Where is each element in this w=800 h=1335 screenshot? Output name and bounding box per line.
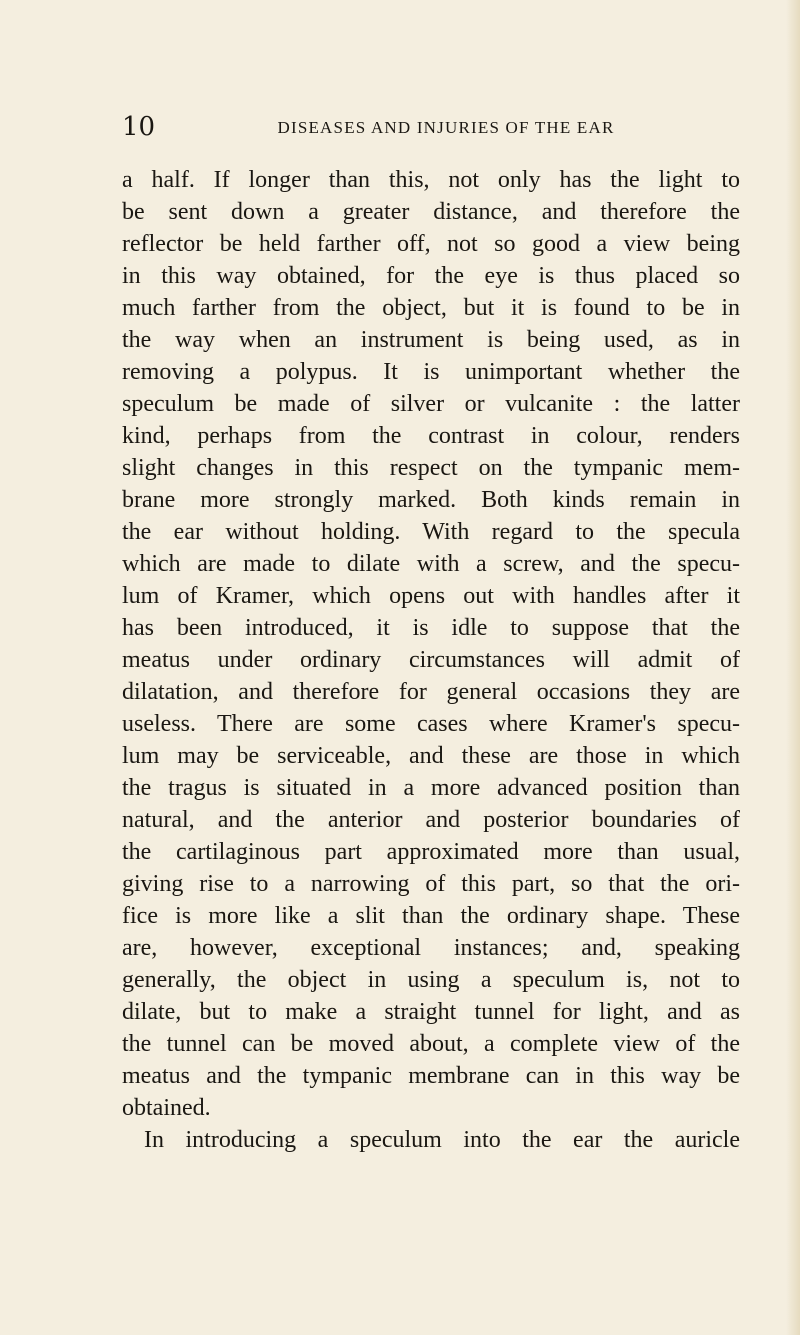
text-line: dilatation, and therefore for general occasions they are: [122, 679, 740, 705]
text-line: the cartilaginous part approximated more than usual,: [122, 839, 740, 865]
text-line: meatus under ordinary circumstances will admit of: [122, 647, 740, 673]
text-line: the tragus is situated in a more advanced position than: [122, 775, 740, 801]
text-line: kind, perhaps from the contrast in colour, renders: [122, 423, 740, 449]
text-line: lum may be serviceable, and these are those in which: [122, 743, 740, 769]
text-line: the tunnel can be moved about, a complete view of the: [122, 1031, 740, 1057]
paragraph-start-line: In introducing a speculum into the ear the auricle: [144, 1127, 740, 1153]
text-line: has been introduced, it is idle to suppose that the: [122, 615, 740, 641]
text-line: meatus and the tympanic membrane can in this way be: [122, 1063, 740, 1089]
text-line: natural, and the anterior and posterior boundaries of: [122, 807, 740, 833]
text-line: in this way obtained, for the eye is thus placed so: [122, 263, 740, 289]
running-title: DISEASES AND INJURIES OF THE EAR: [277, 118, 615, 137]
text-line: the ear without holding. With regard to the specula: [122, 519, 740, 545]
page-edge-shading: [786, 0, 800, 1335]
text-line: useless. There are some cases where Kramer's specu-: [122, 711, 740, 737]
text-line: much farther from the object, but it is found to be in: [122, 295, 740, 321]
text-line: which are made to dilate with a screw, and the specu-: [122, 551, 740, 577]
text-line: are, however, exceptional instances; and, speaking: [122, 935, 740, 961]
text-line: reflector be held farther off, not so good a view being: [122, 231, 740, 257]
text-line: slight changes in this respect on the tympanic mem-: [122, 455, 740, 481]
running-head: [122, 112, 740, 142]
text-line: be sent down a greater distance, and therefore the: [122, 199, 740, 225]
body-text: [122, 164, 740, 1156]
text-line: lum of Kramer, which opens out with handles after it: [122, 583, 740, 609]
page-number: 10: [122, 112, 156, 142]
text-line: speculum be made of silver or vulcanite : the latter: [122, 391, 740, 417]
text-line: brane more strongly marked. Both kinds remain in: [122, 487, 740, 513]
text-line: removing a polypus. It is unimportant whether the: [122, 359, 740, 385]
text-line: generally, the object in using a speculum is, not to: [122, 967, 740, 993]
text-line: fice is more like a slit than the ordinary shape. These: [122, 903, 740, 929]
text-line: the way when an instrument is being used, as in: [122, 327, 740, 353]
text-line: dilate, but to make a straight tunnel for light, and as: [122, 999, 740, 1025]
text-line: giving rise to a narrowing of this part, so that the ori-: [122, 871, 740, 897]
text-line: obtained.: [122, 1095, 211, 1121]
text-line: a half. If longer than this, not only has the light to: [122, 167, 740, 193]
